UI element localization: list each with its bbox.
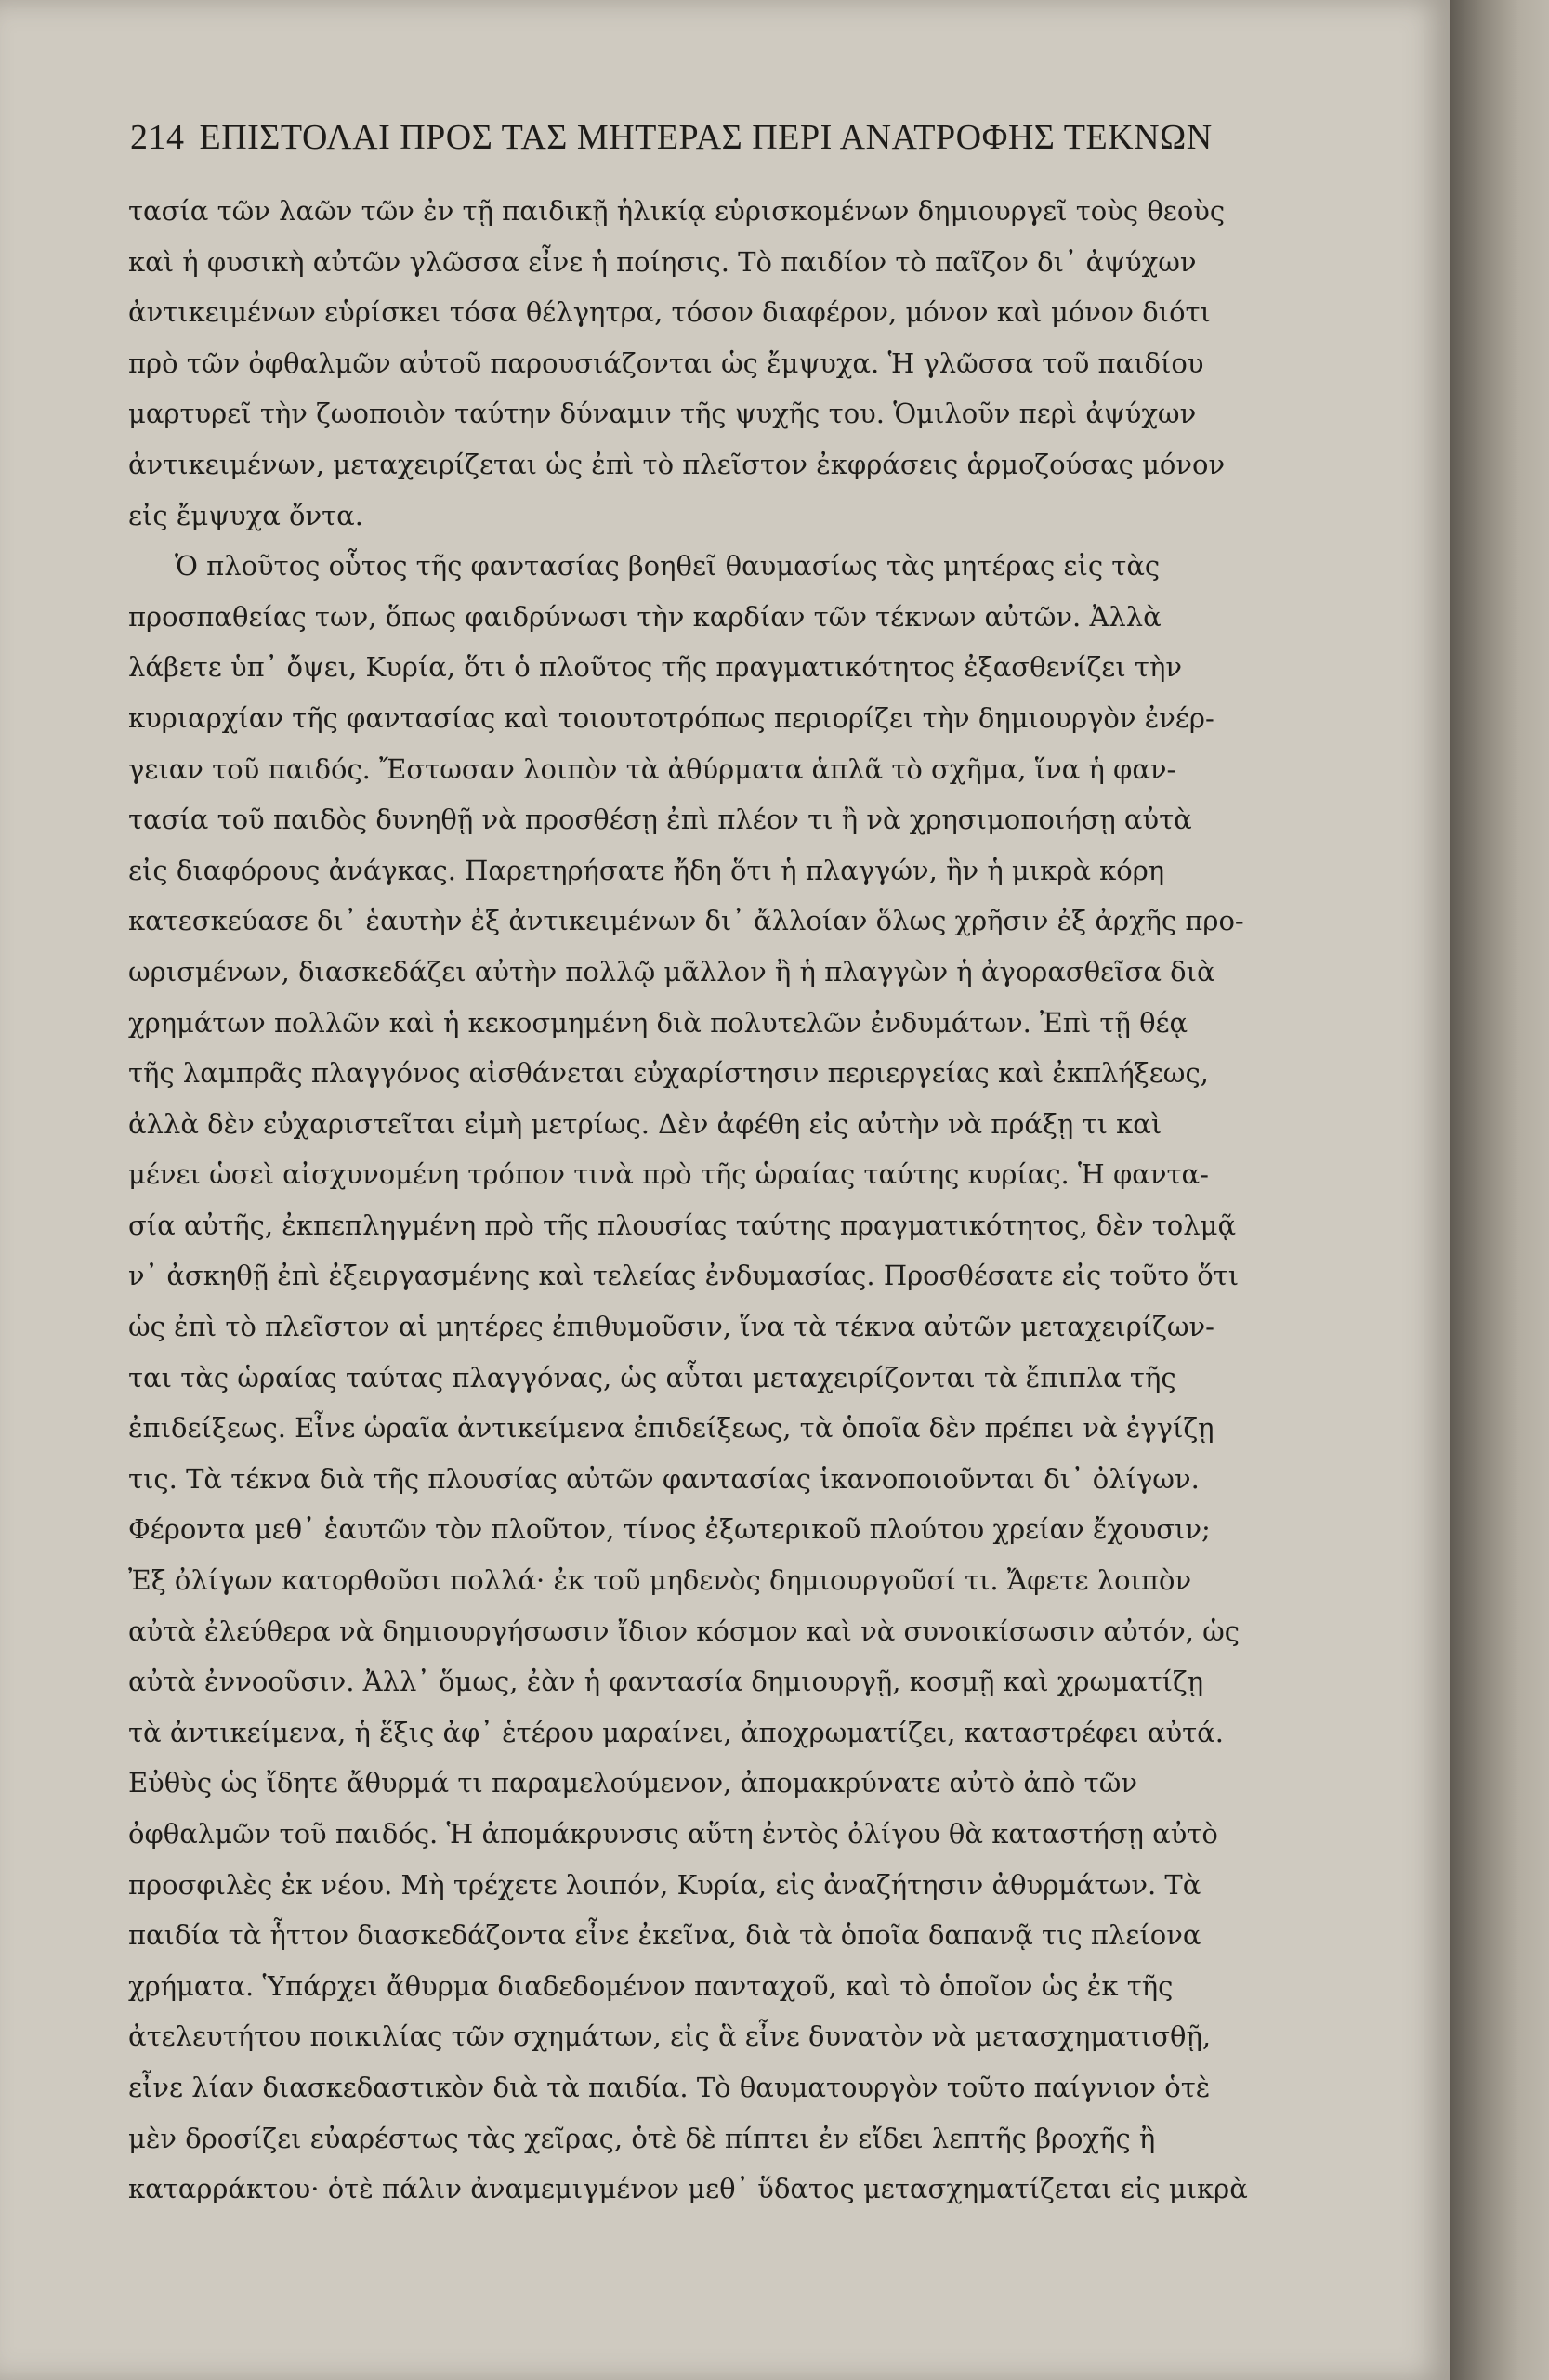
text-line: παιδία τὰ ἧττον διασκεδάζοντα εἶνε ἐκεῖνα, διὰ τὰ ὁποῖα δαπανᾷ τις πλείονα: [128, 1919, 1201, 1952]
text-line: μένει ὡσεὶ αἰσχυνομένη τρόπον τινὰ πρὸ τῆς ὡραίας ταύτης κυρίας. Ἡ φαντα-: [128, 1158, 1209, 1191]
text-line: ωρισμένων, διασκεδάζει αὐτὴν πολλῷ μᾶλλον ἢ ἡ πλαγγὼν ἡ ἀγορασθεῖσα διὰ: [128, 955, 1215, 987]
text-line: ἀλλὰ δὲν εὐχαριστεῖται εἰμὴ μετρίως. Δὲν ἀφέθη εἰς αὐτὴν νὰ πράξῃ τι καὶ: [128, 1107, 1162, 1140]
text-line: λάβετε ὑπ᾽ ὄψει, Κυρία, ὅτι ὁ πλοῦτος τῆς πραγματικότητος ἐξασθενίζει τὴν: [128, 651, 1182, 684]
text-line: μαρτυρεῖ τὴν ζωοποιὸν ταύτην δύναμιν τῆς ψυχῆς του. Ὁμιλοῦν περὶ ἀψύχων: [128, 398, 1197, 430]
text-line: ται τὰς ὡραίας ταύτας πλαγγόνας, ὡς αὗται μεταχειρίζονται τὰ ἔπιπλα τῆς: [128, 1361, 1176, 1393]
text-line: ὡς ἐπὶ τὸ πλεῖστον αἱ μητέρες ἐπιθυμοῦσιν, ἵνα τὰ τέκνα αὐτῶν μεταχειρίζων-: [128, 1311, 1214, 1343]
book-spine-shadow: [1450, 0, 1549, 2380]
text-line: Φέροντα μεθ᾽ ἑαυτῶν τὸν πλοῦτον, τίνος ἐξωτερικοῦ πλούτου χρείαν ἔχουσιν;: [128, 1513, 1211, 1546]
text-line: χρημάτων πολλῶν καὶ ἡ κεκοσμημένη διὰ πολυτελῶν ἐνδυμάτων. Ἐπὶ τῇ θέᾳ: [128, 1006, 1188, 1039]
text-line: εἰς ἔμψυχα ὄντα.: [128, 499, 363, 531]
text-line: καὶ ἡ φυσικὴ αὐτῶν γλῶσσα εἶνε ἡ ποίησις. Τὸ παιδίον τὸ παῖζον δι᾽ ἀψύχων: [128, 245, 1197, 278]
text-line: αὐτὰ ἐννοοῦσιν. Ἀλλ᾽ ὅμως, ἐὰν ἡ φαντασία δημιουργῇ, κοσμῇ καὶ χρωματίζῃ: [128, 1666, 1204, 1698]
text-line: εἰς διαφόρους ἀνάγκας. Παρετηρήσατε ἤδη ὅτι ἡ πλαγγών, ἣν ἡ μικρὰ κόρη: [128, 854, 1165, 886]
text-line: σία αὐτῆς, ἐκπεπληγμένη πρὸ τῆς πλουσίας ταύτης πραγματικότητος, δὲν τολμᾷ: [128, 1209, 1237, 1241]
text-line: ἐπιδείξεως. Εἶνε ὡραῖα ἀντικείμενα ἐπιδείξεως, τὰ ὁποῖα δὲν πρέπει νὰ ἐγγίζῃ: [128, 1412, 1214, 1445]
running-title: ΕΠΙΣΤΟΛΑΙ ΠΡΟΣ ΤΑΣ ΜΗΤΕΡΑΣ ΠΕΡΙ ΑΝΑΤΡΟΦΗΣ ΤΕΚΝΩΝ: [199, 118, 1213, 157]
text-line: τῆς λαμπρᾶς πλαγγόνος αἰσθάνεται εὐχαρίστησιν περιεργείας καὶ ἐκπλήξεως,: [128, 1057, 1209, 1090]
text-line: κατεσκεύασε δι᾽ ἑαυτὴν ἐξ ἀντικειμένων δι᾽ ἄλλοίαν ὅλως χρῆσιν ἐξ ἀρχῆς προ-: [128, 905, 1244, 937]
text-line: ἀντικειμένων, μεταχειρίζεται ὡς ἐπὶ τὸ πλεῖστον ἐκφράσεις ἁρμοζούσας μόνον: [128, 448, 1226, 480]
text-line: αὐτὰ ἐλεύθερα νὰ δημιουργήσωσιν ἴδιον κόσμον καὶ νὰ συνοικίσωσιν αὐτόν, ὡς: [128, 1615, 1241, 1647]
text-line: ὀφθαλμῶν τοῦ παιδός. Ἡ ἀπομάκρυνσις αὕτη ἐντὸς ὀλίγου θὰ καταστήσῃ αὐτὸ: [128, 1818, 1218, 1850]
text-line: Εὐθὺς ὡς ἴδητε ἄθυρμά τι παραμελούμενον, ἀπομακρύνατε αὐτὸ ἀπὸ τῶν: [128, 1767, 1137, 1799]
text-line: ν᾽ ἀσκηθῇ ἐπὶ ἐξειργασμένης καὶ τελείας ἐνδυμασίας. Προσθέσατε εἰς τοῦτο ὅτι: [128, 1260, 1240, 1292]
text-line: τις. Τὰ τέκνα διὰ τῆς πλουσίας αὐτῶν φαντασίας ἱκανοποιοῦνται δι᾽ ὀλίγων.: [128, 1462, 1200, 1495]
text-line: τασία τοῦ παιδὸς δυνηθῇ νὰ προσθέσῃ ἐπὶ πλέον τι ἢ νὰ χρησιμοποιήσῃ αὐτὰ: [128, 804, 1192, 836]
text-line: ἀτελευτήτου ποικιλίας τῶν σχημάτων, εἰς ἃ εἶνε δυνατὸν νὰ μετασχηματισθῇ,: [128, 2020, 1212, 2053]
text-line: γειαν τοῦ παιδός. Ἔστωσαν λοιπὸν τὰ ἀθύρματα ἁπλᾶ τὸ σχῆμα, ἵνα ἡ φαν-: [128, 752, 1176, 785]
text-line: τὰ ἀντικείμενα, ἡ ἕξις ἀφ᾽ ἑτέρου μαραίνει, ἀποχρωματίζει, καταστρέφει αὐτά.: [128, 1716, 1224, 1748]
page-number: 214: [130, 118, 185, 157]
text-line: κυριαρχίαν τῆς φαντασίας καὶ τοιουτοτρόπως περιορίζει τὴν δημιουργὸν ἐνέρ-: [128, 701, 1214, 734]
text-line: Ὁ πλοῦτος οὗτος τῆς φαντασίας βοηθεῖ θαυμασίως τὰς μητέρας εἰς τὰς: [175, 550, 1161, 582]
text-line: ἀντικειμένων εὑρίσκει τόσα θέλγητρα, τόσον διαφέρον, μόνον καὶ μόνον διότι: [128, 296, 1211, 329]
text-line: χρήματα. Ὑπάρχει ἄθυρμα διαδεδομένον πανταχοῦ, καὶ τὸ ὁποῖον ὡς ἐκ τῆς: [128, 1969, 1174, 2002]
text-line: προσπαθείας των, ὅπως φαιδρύνωσι τὴν καρδίαν τῶν τέκνων αὐτῶν. Ἀλλὰ: [128, 600, 1162, 633]
text-line: εἶνε λίαν διασκεδαστικὸν διὰ τὰ παιδία. Τὸ θαυματουργὸν τοῦτο παίγνιον ὁτὲ: [128, 2071, 1211, 2103]
text-line: καταρράκτου· ὁτὲ πάλιν ἀναμεμιγμένον μεθ᾽ ὕδατος μετασχηματίζεται εἰς μικρὰ: [128, 2173, 1248, 2205]
text-line: μὲν δροσίζει εὐαρέστως τὰς χεῖρας, ὁτὲ δὲ πίπτει ἐν εἴδει λεπτῆς βροχῆς ἢ: [128, 2122, 1156, 2154]
running-header: [130, 110, 1301, 165]
text-line: πρὸ τῶν ὀφθαλμῶν αὐτοῦ παρουσιάζονται ὡς ἔμψυχα. Ἡ γλῶσσα τοῦ παιδίου: [128, 347, 1204, 379]
text-line: τασία τῶν λαῶν τῶν ἐν τῇ παιδικῇ ἡλικίᾳ εὑρισκομένων δημιουργεῖ τοὺς θεοὺς: [128, 195, 1226, 227]
text-line: προσφιλὲς ἐκ νέου. Μὴ τρέχετε λοιπόν, Κυρία, εἰς ἀναζήτησιν ἀθυρμάτων. Τὰ: [128, 1868, 1201, 1901]
text-line: Ἐξ ὀλίγων κατορθοῦσι πολλά· ἐκ τοῦ μηδενὸς δημιουργοῦσί τι. Ἄφετε λοιπὸν: [128, 1564, 1192, 1597]
body-text: [128, 186, 1336, 2215]
